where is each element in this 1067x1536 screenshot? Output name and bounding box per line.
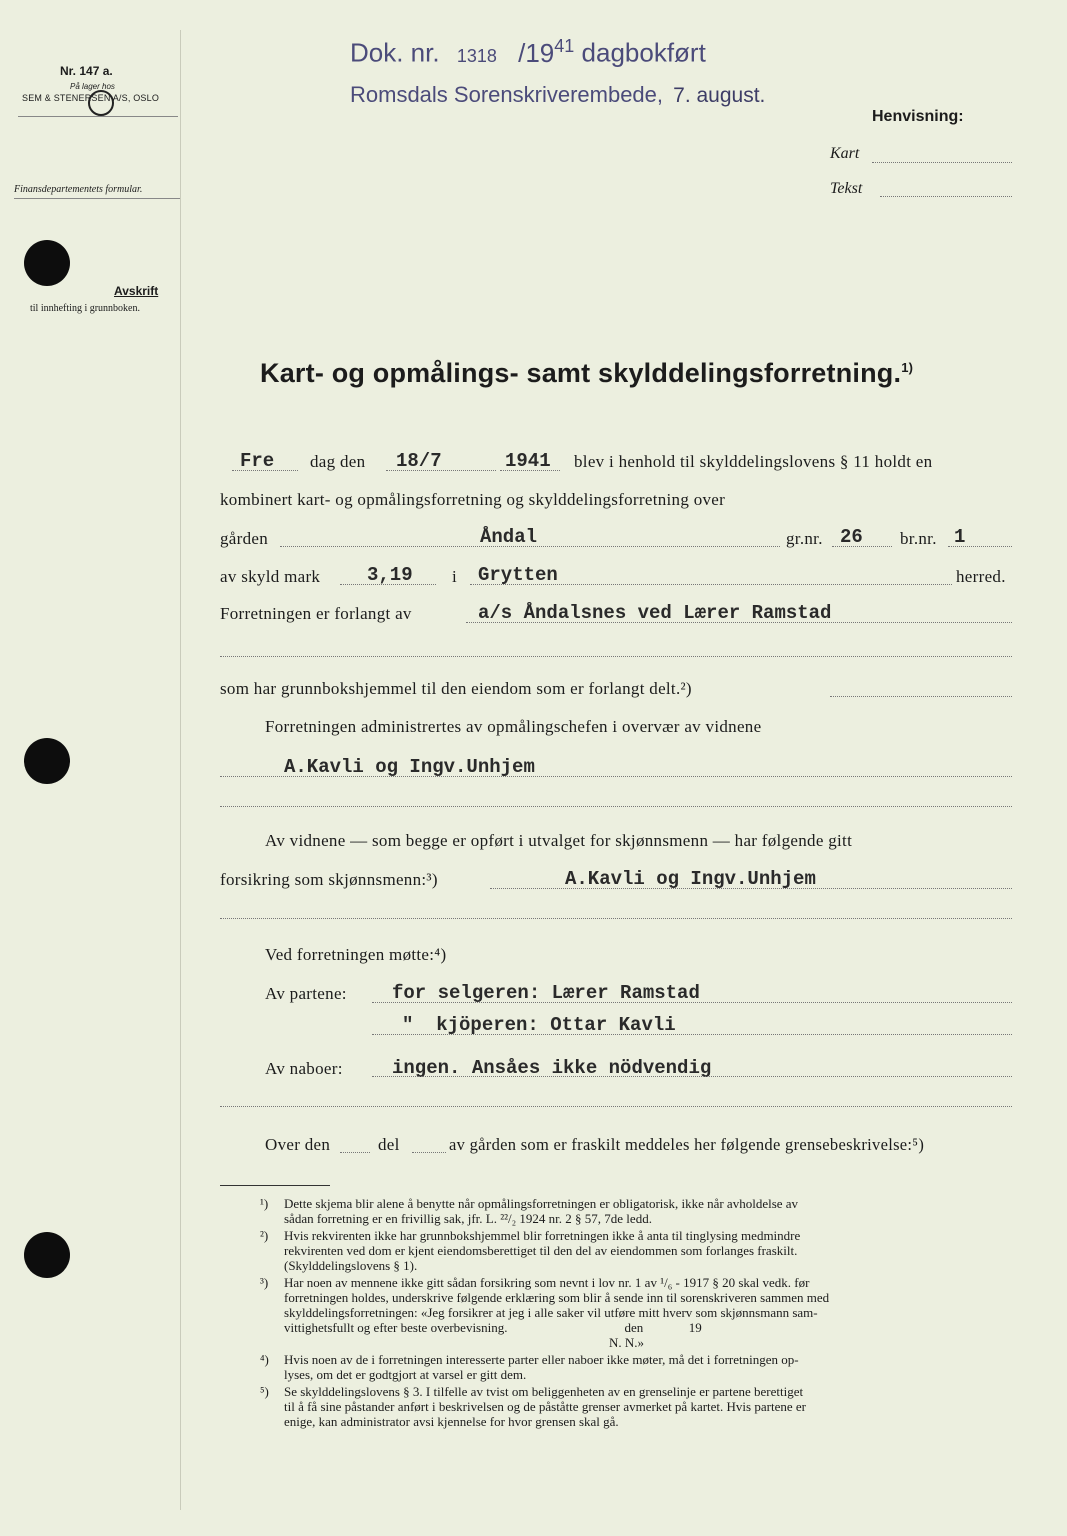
stamp-line1 — [350, 36, 706, 69]
forlangt-label: Forretningen er forlangt av — [220, 604, 412, 623]
footnote-1 — [240, 1196, 1020, 1226]
admin-text: Forretningen administrertes av opmålingschefen i overvær av vidnene — [265, 717, 762, 736]
intro-rest: blev i henhold til skylddelingslovens § 11 holdt en — [574, 452, 933, 471]
stamp-year: 41 — [554, 36, 575, 56]
forsikring-label: forsikring som skjønnsmenn:³) — [220, 870, 438, 889]
forsikring-line2 — [220, 918, 1012, 919]
footnote-3-line2: forretningen holdes, underskrive følgende erklæring som blir å sende inn til sorenskriveren sammen med — [284, 1290, 830, 1305]
form-number: Nr. 147 a. — [60, 64, 113, 78]
brnr-line — [948, 546, 1012, 547]
binder-hole-2 — [24, 738, 70, 784]
margin-rule-mid — [14, 198, 180, 199]
footnote-3 — [240, 1275, 1020, 1350]
forsikring-value: A.Kavli og Ingv.Unhjem — [565, 868, 816, 890]
kart-line — [872, 162, 1012, 163]
naboer-label: Av naboer: — [265, 1059, 343, 1078]
herred-value: Grytten — [478, 564, 558, 586]
margin-divider — [180, 30, 181, 1510]
intro-line2: kombinert kart- og opmålingsforretning og skylddelingsforretning over — [220, 490, 726, 509]
naboer-line — [372, 1076, 1012, 1077]
stamp-year-sep: /19 — [518, 37, 555, 68]
vidner-line — [220, 776, 1012, 777]
vidner-text: Av vidnene — som begge er opført i utvalget for skjønnsmenn — har følgende gitt — [265, 831, 853, 850]
herred-label: herred. — [956, 567, 1006, 586]
stamp-date: 7. august. — [673, 84, 766, 107]
footnote-4-mark: ⁴) — [260, 1352, 269, 1367]
footnote-2-line1: Hvis rekvirenten ikke har grunnbokshjemmel blir forretningen ikke å anta til tinglysing medmindre — [284, 1228, 801, 1243]
binder-hole-3 — [24, 1232, 70, 1278]
footnote-3-line4: vittighetsfullt og efter beste overbevisning. den 19 — [284, 1320, 702, 1335]
stamp-doc-number: 1318 — [456, 45, 497, 66]
footnote-5 — [240, 1384, 1020, 1429]
margin-rule-top — [18, 116, 178, 117]
motte-label: Ved forretningen møtte:⁴) — [265, 945, 447, 964]
partene-line2 — [372, 1034, 1012, 1035]
skyld-line — [340, 584, 436, 585]
garden-value: Åndal — [480, 526, 538, 548]
publisher-logo — [88, 90, 114, 116]
stamp-dagbokfort: dagbokført — [581, 37, 706, 68]
footnote-5-mark: ⁵) — [260, 1384, 269, 1399]
weekday-line — [232, 470, 298, 471]
binder-hole-1 — [24, 240, 70, 286]
footnote-1-line1: Dette skjema blir alene å benytte når opmålingsforretningen er obligatorisk, ikke når avholdelse av — [284, 1196, 799, 1211]
over-text2: av gården som er fraskilt meddeles her følgende grensebeskrivelse:⁵) — [449, 1135, 925, 1154]
brnr-value: 1 — [954, 526, 966, 548]
document-title-text: Kart- og opmålings- samt skylddelingsforretning. — [260, 358, 902, 388]
stamp-doc-label: Dok. nr. — [350, 37, 440, 68]
henvisning-title: Henvisning: — [872, 108, 964, 125]
stamp-office: Romsdals Sorenskriverembede, — [350, 82, 664, 107]
over-line1 — [340, 1152, 370, 1153]
forlangt-line2 — [220, 656, 1012, 657]
document-title — [260, 358, 913, 389]
hjemmel-text: som har grunnbokshjemmel til den eiendom som er forlangt delt.²) — [220, 679, 692, 698]
footnote-4-line2: lyses, om det er godtgjort at varsel er gitt dem. — [284, 1367, 527, 1382]
footnote-5-line3: enige, kan administrator avsi kjennelse for hvor grensen skal gå. — [284, 1414, 619, 1429]
henvisning-kart: Kart — [830, 145, 860, 162]
tekst-line — [880, 196, 1012, 197]
footnote-3-line5: N. N.» — [284, 1335, 645, 1350]
vidner-value: A.Kavli og Ingv.Unhjem — [284, 756, 535, 778]
brnr-label: br.nr. — [900, 529, 937, 548]
publisher-line1: På lager hos — [70, 82, 115, 91]
footnote-4-line1: Hvis noen av de i forretningen interesserte parter eller naboer ikke møter, må det i forretningen op- — [284, 1352, 799, 1367]
over-line2 — [412, 1152, 446, 1153]
footnote-2-line2: rekvirenten ved dom er kjent eiendomsberettiget til den del av eiendommen som forlanges fraskilt. — [284, 1243, 798, 1258]
footnote-rule — [220, 1185, 330, 1186]
year-line — [500, 470, 560, 471]
over-text1: Over den — [265, 1135, 331, 1154]
forlangt-value: a/s Åndalsnes ved Lærer Ramstad — [478, 602, 832, 624]
footnote-5-line1: Se skylddelingslovens § 3. I tilfelle av tvist om beliggenheten av en grenselinje er partene berettiget — [284, 1384, 804, 1399]
footnote-2-line3: (Skylddelingslovens § 1). — [284, 1258, 418, 1273]
date-value: 18/7 — [396, 450, 442, 472]
vidner-line2 — [220, 806, 1012, 807]
footnote-3-line1: Har noen av mennene ikke gitt sådan forsikring som nevnt i lov nr. 1 av ¹/₆ - 1917 § 20 skal vedk. før — [284, 1275, 810, 1290]
partene-line1 — [372, 1002, 1012, 1003]
footnote-5-line2: til å få sine påstander anført i beskrivelsen og de påståtte grenser avmerket på kartet. Hvis partene er — [284, 1399, 806, 1414]
weekday-value: Fre — [240, 450, 275, 472]
skyld-label: av skyld mark — [220, 567, 321, 586]
footnotes — [240, 1196, 1020, 1429]
forsikring-line — [490, 888, 1012, 889]
formular-label: Finansdepartementets formular. — [14, 184, 143, 195]
avskrift-label: Avskrift — [114, 284, 159, 298]
footnote-3-line3: skylddelingsforretningen: «Jeg forsikrer at jeg i alle saker vil utføre mitt hverv som skjønnsmann sam- — [284, 1305, 818, 1320]
over-del: del — [378, 1135, 400, 1154]
footnote-1-line2: sådan forretning er en frivillig sak, jfr. L. ²²/₂ 1924 nr. 2 § 57, 7de ledd. — [284, 1211, 652, 1226]
publisher-line2: SEM & STENERSEN A/S, OSLO — [22, 93, 160, 103]
grnr-line — [832, 546, 892, 547]
footnote-2 — [240, 1228, 1020, 1273]
date-line — [386, 470, 496, 471]
partene-value1: for selgeren: Lærer Ramstad — [392, 982, 700, 1004]
forlangt-line — [466, 622, 1012, 623]
footnote-3-mark: ³) — [260, 1275, 269, 1290]
skyld-value: 3,19 — [367, 564, 413, 586]
dag-den-label: dag den — [310, 452, 366, 471]
garden-label: gården — [220, 529, 269, 548]
naboer-line2 — [220, 1106, 1012, 1107]
avskrift-sub: til innhefting i grunnboken. — [30, 303, 140, 314]
title-note: 1) — [901, 360, 914, 375]
naboer-value: ingen. Ansåes ikke nödvendig — [392, 1057, 712, 1079]
footnote-1-mark: ¹) — [260, 1196, 269, 1211]
year-value: 1941 — [505, 450, 551, 472]
henvisning-tekst: Tekst — [830, 180, 863, 197]
hjemmel-line — [830, 696, 1012, 697]
grnr-label: gr.nr. — [786, 529, 823, 548]
partene-label: Av partene: — [265, 984, 347, 1003]
partene-value2: " kjöperen: Ottar Kavli — [402, 1014, 676, 1036]
footnote-4 — [240, 1352, 1020, 1382]
grnr-value: 26 — [840, 526, 863, 548]
herred-line — [470, 584, 952, 585]
footnote-2-mark: ²) — [260, 1228, 269, 1243]
stamp-line2 — [350, 82, 765, 108]
i-label: i — [452, 567, 458, 586]
